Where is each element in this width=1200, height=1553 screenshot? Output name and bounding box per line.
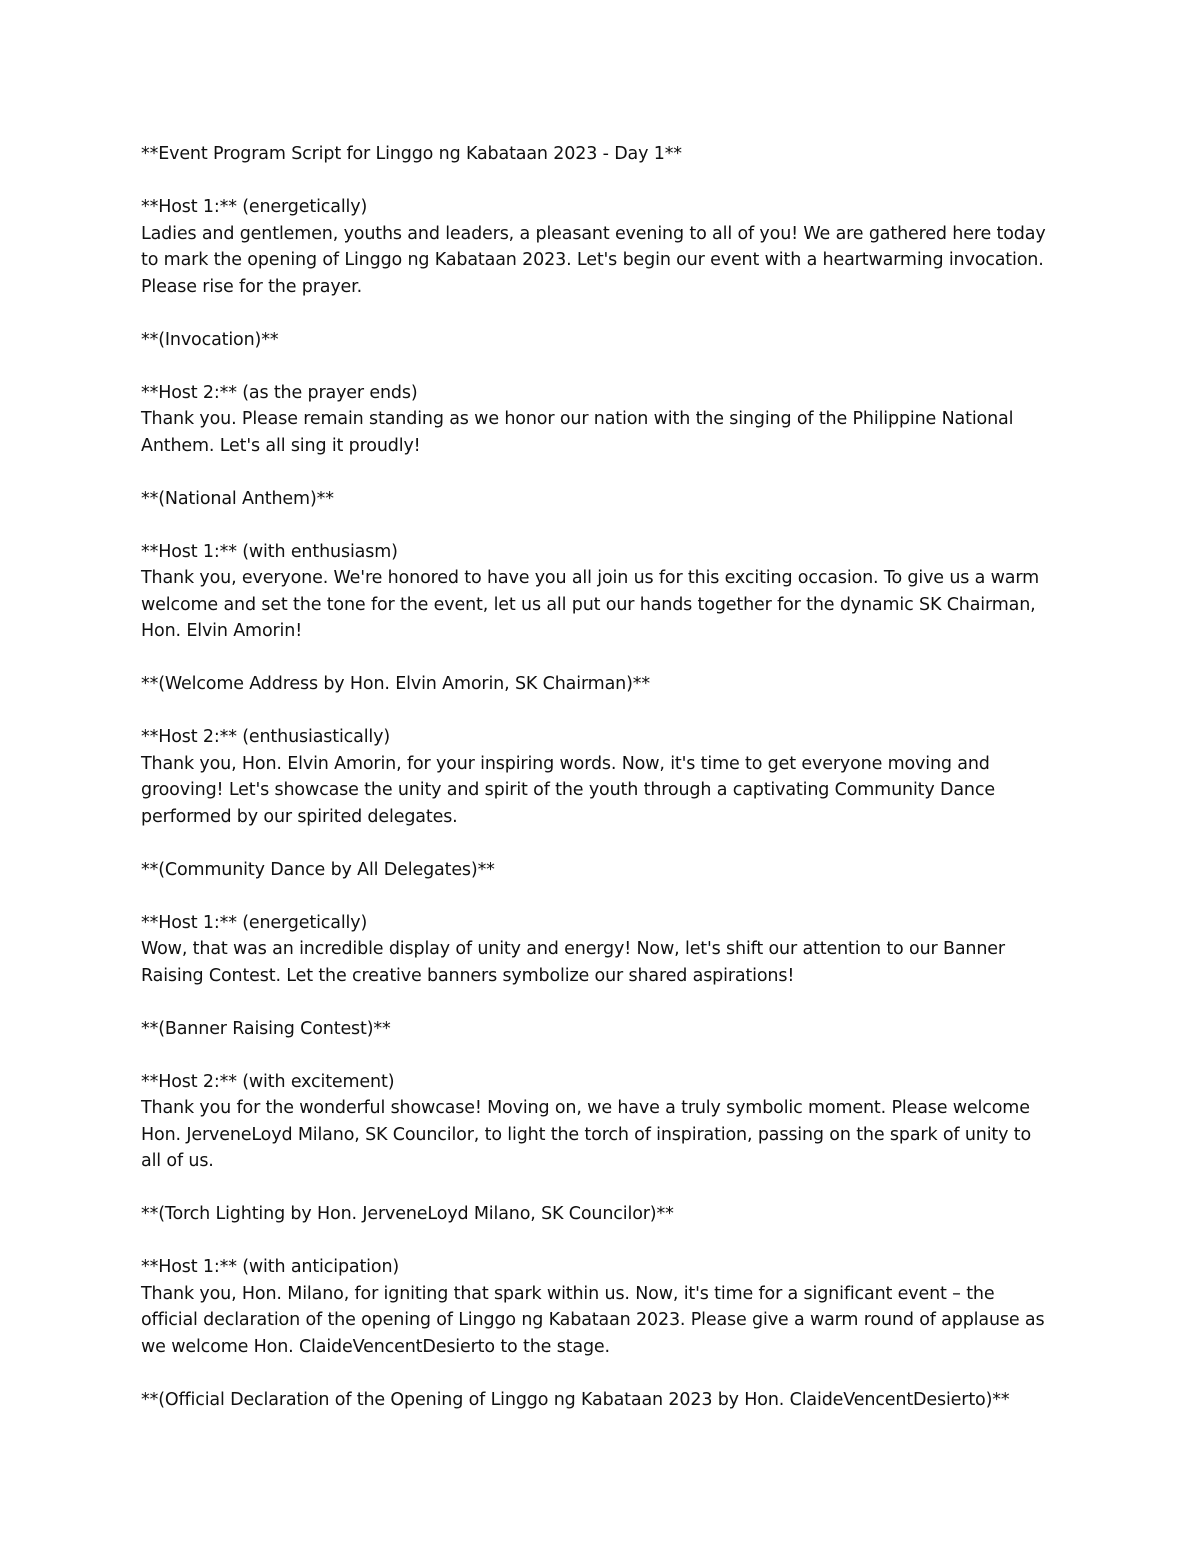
script-line: Raising Contest. Let the creative banners symbolize our shared aspirations! [141,965,795,986]
script-line: grooving! Let's showcase the unity and spirit of the youth through a captivating Community Dance [141,780,995,800]
host-cue: **Host 2:** (enthusiastically) [141,727,391,747]
script-line: performed by our spirited delegates. [141,806,458,827]
host-cue: **Host 2:** (as the prayer ends) [141,382,418,403]
script-line: Please rise for the prayer. [141,276,363,297]
script-line: we welcome Hon. ClaideVencentDesierto to the stage. [141,1336,610,1357]
host-cue: **Host 1:** (with enthusiasm) [141,541,398,562]
script-line: all of us. [141,1151,214,1171]
script-line: Thank you, everyone. We're honored to have you all join us for this exciting occasion. To give us a warm [141,568,1040,588]
script-line: to mark the opening of Linggo ng Kabataan 2023. Let's begin our event with a heartwarming invocation. [141,250,1044,270]
program-segment: **(National Anthem)** [141,488,334,509]
script-line: Thank you, Hon. Milano, for igniting that spark within us. Now, it's time for a significant event – the [141,1283,995,1304]
document-title: **Event Program Script for Linggo ng Kabataan 2023 - Day 1** [141,144,682,164]
program-segment: **(Community Dance by All Delegates)** [141,859,495,880]
program-segment: **(Torch Lighting by Hon. JerveneLoyd Milano, SK Councilor)** [141,1204,674,1224]
host-cue: **Host 1:** (energetically) [141,197,368,217]
program-segment: **(Invocation)** [141,329,279,350]
blank-line [141,1042,1061,1069]
host-cue: **Host 1:** (energetically) [141,912,368,933]
blank-line [141,1360,1061,1387]
blank-line [141,512,1061,539]
script-line: Ladies and gentlemen, youths and leaders, a pleasant evening to all of you! We are gathered here today [141,223,1046,244]
program-segment: **(Welcome Address by Hon. Elvin Amorin, SK Chairman)** [141,674,650,694]
blank-line [141,645,1061,672]
blank-line [141,883,1061,910]
script-line: Hon. JerveneLoyd Milano, SK Councilor, to light the torch of inspiration, passing on the spark of unity to [141,1124,1032,1145]
blank-line [141,459,1061,486]
script-line: welcome and set the tone for the event, let us all put our hands together for the dynamic SK Chairman, [141,594,1036,615]
blank-line [141,698,1061,725]
program-segment: **(Official Declaration of the Opening of Linggo ng Kabataan 2023 by Hon. ClaideVencentDesierto)** [141,1389,1010,1410]
blank-line [141,353,1061,380]
script-line: official declaration of the opening of Linggo ng Kabataan 2023. Please give a warm round of applause as [141,1310,1045,1330]
script-line: Thank you, Hon. Elvin Amorin, for your inspiring words. Now, it's time to get everyone moving and [141,753,990,774]
program-segment: **(Banner Raising Contest)** [141,1018,391,1039]
blank-line [141,1175,1061,1202]
script-line: Anthem. Let's all sing it proudly! [141,435,421,456]
host-cue: **Host 1:** (with anticipation) [141,1257,400,1277]
script-line: Thank you. Please remain standing as we honor our nation with the singing of the Philippine National [141,409,1014,429]
blank-line [141,830,1061,857]
host-cue: **Host 2:** (with excitement) [141,1071,395,1092]
blank-line [141,300,1061,327]
blank-line [141,1228,1061,1255]
blank-line [141,989,1061,1016]
script-line: Hon. Elvin Amorin! [141,621,303,641]
script-line: Thank you for the wonderful showcase! Moving on, we have a truly symbolic moment. Please welcome [141,1098,1030,1118]
document-page [141,141,1061,1413]
blank-line [141,168,1061,195]
script-line: Wow, that was an incredible display of unity and energy! Now, let's shift our attention to our Banner [141,939,1005,959]
